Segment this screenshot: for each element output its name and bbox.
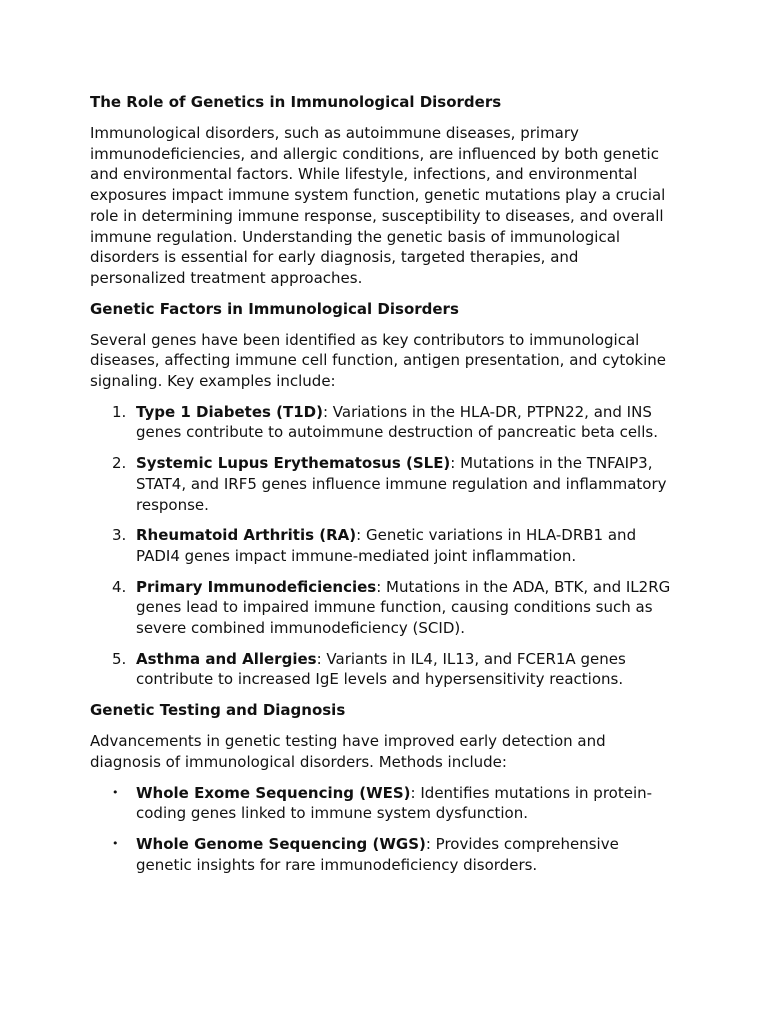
list-item-term: Systemic Lupus Erythematosus (SLE) xyxy=(136,454,451,473)
genetic-testing-list xyxy=(90,783,678,876)
list-item-text: : Mutations in the ADA, BTK, and IL2RG genes lead to impaired immune function, causing conditions such as severe combined immunodeficiency (SCID). xyxy=(136,577,671,638)
list-item xyxy=(90,525,678,566)
list-item xyxy=(90,834,678,875)
list-number: 5. xyxy=(112,649,127,668)
list-item-text: : Genetic variations in HLA-DRB1 and PADI4 genes impact immune-mediated joint inflammation. xyxy=(136,526,637,565)
list-item-text: : Provides comprehensive genetic insights for rare immunodeficiency disorders. xyxy=(136,834,619,874)
list-item-text: : Variations in the HLA-DR, PTPN22, and INS genes contribute to autoimmune destruction of pancreatic beta cells. xyxy=(136,402,658,442)
section-intro-genetic-testing: Advancements in genetic testing have improved early detection and diagnosis of immunological disorders. Methods include: xyxy=(90,732,606,771)
bullet-icon: • xyxy=(112,785,119,799)
section-intro-genetic-factors: Several genes have been identified as key contributors to immunological diseases, affecting immune cell function, antigen presentation, and cytokine signaling. Key examples include: xyxy=(90,330,666,391)
bullet-icon: • xyxy=(112,836,119,850)
list-item xyxy=(90,577,678,639)
list-item-text: : Identifies mutations in protein-coding genes linked to immune system dysfunction. xyxy=(136,783,653,823)
list-number: 2. xyxy=(112,454,127,473)
list-item-term: Rheumatoid Arthritis (RA) xyxy=(136,526,357,545)
list-item-text: : Mutations in the TNFAIP3, STAT4, and IRF5 genes influence immune regulation and inflammatory response. xyxy=(136,454,667,514)
intro-paragraph: Immunological disorders, such as autoimmune diseases, primary immunodeficiencies, and allergic conditions, are influenced by both genetic and environmental factors. While lifestyle, infections, and environmental exposures impact immune system function, genetic mutations play a crucial role in determining immune response, susceptibility to diseases, and overall immune regulation. Understanding the genetic basis of immunological disorders is essential for early diagnosis, targeted therapies, and personalized treatment approaches. xyxy=(90,124,666,287)
list-item-term: Primary Immunodeficiencies xyxy=(136,577,377,596)
list-item xyxy=(90,402,678,443)
list-item-term: Asthma and Allergies xyxy=(136,649,317,668)
list-number: 3. xyxy=(112,526,127,545)
section-heading-genetic-testing: Genetic Testing and Diagnosis xyxy=(90,701,346,720)
list-item xyxy=(90,649,678,690)
list-item-term: Whole Exome Sequencing (WES) xyxy=(136,783,411,802)
list-number: 1. xyxy=(112,402,127,421)
list-item xyxy=(90,453,678,515)
list-number: 4. xyxy=(112,577,127,596)
list-item-text: : Variants in IL4, IL13, and FCER1A genes contribute to increased IgE levels and hypersensitivity reactions. xyxy=(136,649,626,689)
list-item xyxy=(90,783,678,824)
section-heading-genetic-factors: Genetic Factors in Immunological Disorders xyxy=(90,299,459,318)
list-item-term: Whole Genome Sequencing (WGS) xyxy=(136,834,426,853)
document-title: The Role of Genetics in Immunological Disorders xyxy=(90,93,502,111)
list-item-term: Type 1 Diabetes (T1D) xyxy=(136,402,323,421)
genetic-factors-list xyxy=(90,402,678,690)
